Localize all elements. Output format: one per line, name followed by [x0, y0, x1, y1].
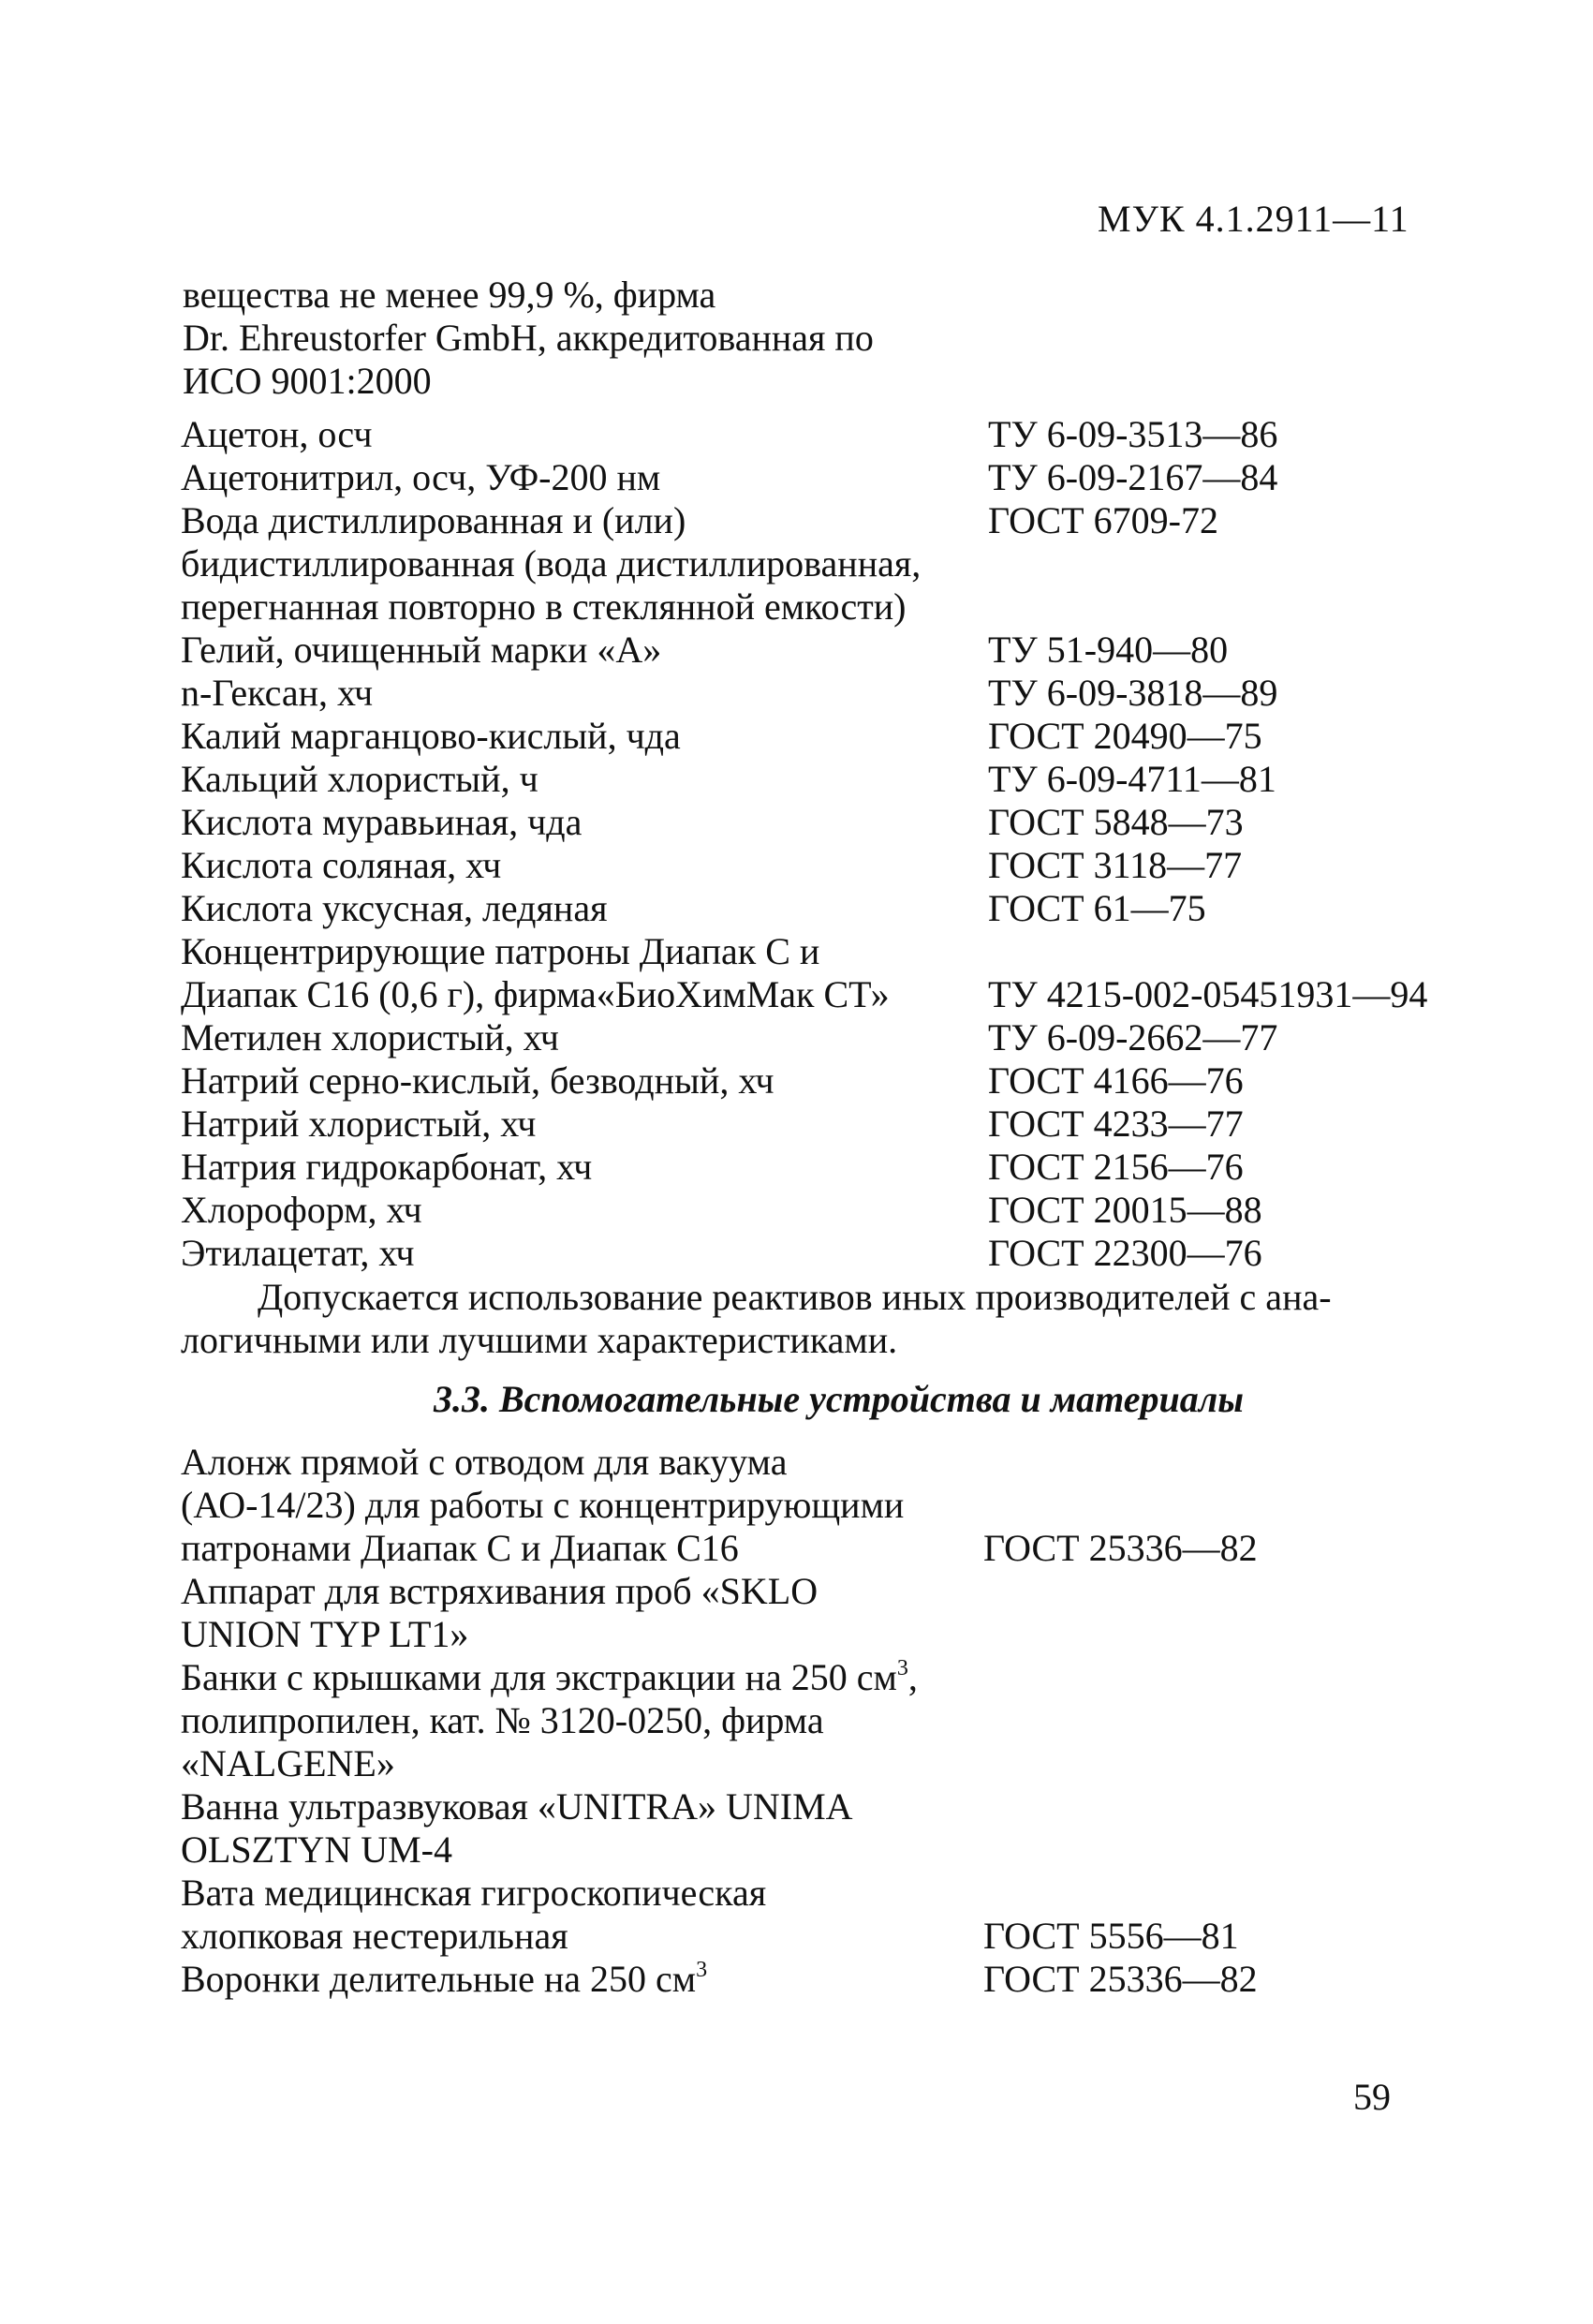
intro-line: ИСО 9001:2000: [183, 360, 432, 402]
item-standard: ТУ 6-09-3513—86: [988, 413, 1278, 455]
item-name: [181, 1612, 468, 1656]
material-row: [181, 1741, 1492, 1784]
reagent-row: [181, 1015, 1492, 1058]
item-name-text: Диапак С16 (0,6 г), фирма«БиоХимМак СТ»: [181, 973, 890, 1015]
item-name: [181, 1784, 853, 1828]
item-standard: ГОСТ 5848—73: [988, 801, 1244, 843]
item-name: [181, 1741, 395, 1785]
reagent-row: [181, 541, 1492, 585]
item-name-text: полипропилен, кат. № 3120-0250, фирма: [181, 1699, 824, 1741]
item-standard: ГОСТ 4233—77: [988, 1103, 1244, 1145]
reagent-row: [181, 757, 1492, 800]
material-row: [181, 1914, 1492, 1957]
item-name-text: Кислота муравьиная, чда: [181, 801, 583, 843]
reagent-row: [181, 1058, 1492, 1102]
item-standard: ГОСТ 2156—76: [988, 1146, 1244, 1188]
item-name-text: «NALGENE»: [181, 1742, 395, 1784]
material-row: [181, 1784, 1492, 1828]
reagent-row: [181, 929, 1492, 972]
item-name-text: Кальций хлористый, ч: [181, 758, 538, 800]
item-name: [181, 1231, 414, 1275]
item-standard: ГОСТ 20015—88: [988, 1189, 1262, 1231]
item-standard: ГОСТ 25336—82: [983, 1958, 1258, 2000]
item-name-text: Метилен хлористый, хч: [181, 1016, 559, 1058]
item-name: [181, 1483, 904, 1527]
reagent-row: [181, 714, 1492, 757]
superscript: 3: [896, 1656, 908, 1680]
document-code: МУК 4.1.2911—11: [1098, 198, 1409, 240]
item-name-text: Воронки делительные на 250 см: [181, 1958, 697, 2000]
item-name: [181, 1058, 774, 1103]
material-row: [181, 1828, 1492, 1871]
material-row: [181, 1655, 1492, 1698]
item-standard: ГОСТ 3118—77: [988, 844, 1243, 886]
item-name: [181, 1655, 918, 1699]
item-name: [181, 1188, 422, 1232]
item-name: [181, 585, 906, 629]
note-line: Допускается использование реактивов иных производителей с ана-: [258, 1276, 1332, 1318]
item-standard: ТУ 4215-002-05451931—94: [988, 973, 1428, 1015]
material-row: [181, 1957, 1492, 2000]
item-name: [181, 1569, 818, 1613]
reagent-row: [181, 843, 1492, 886]
item-name: [181, 541, 921, 585]
item-name: [181, 455, 660, 499]
item-name-text: Алонж прямой с отводом для вакуума: [181, 1441, 788, 1483]
item-name: [181, 1015, 559, 1059]
material-row: [181, 1871, 1492, 1914]
item-name-text: n-Гексан, хч: [181, 672, 374, 714]
intro-line: вещества не менее 99,9 %, фирма: [183, 274, 716, 316]
item-name-text: Вата медицинская гигроскопическая: [181, 1872, 767, 1914]
item-name: [181, 628, 661, 672]
material-row: [181, 1483, 1492, 1526]
material-row: [181, 1612, 1492, 1655]
item-name: [181, 498, 686, 542]
item-name: [181, 1145, 592, 1189]
item-name: [181, 1440, 787, 1484]
reagent-row: [181, 972, 1492, 1015]
item-standard: ГОСТ 20490—75: [988, 715, 1262, 757]
material-row: [181, 1526, 1492, 1569]
item-name-text: Хлороформ, хч: [181, 1189, 422, 1231]
item-name-text: Вода дистиллированная и (или): [181, 499, 686, 541]
reagent-row: [181, 1145, 1492, 1188]
item-name: [181, 972, 890, 1016]
item-name-text: перегнанная повторно в стеклянной емкости): [181, 585, 907, 628]
item-name-text: (АО-14/23) для работы с концентрирующими: [181, 1484, 905, 1526]
item-name: [181, 714, 681, 758]
reagent-row: [181, 498, 1492, 541]
item-name-text: бидистиллированная (вода дистиллированная,: [181, 542, 922, 585]
item-name: [181, 671, 373, 715]
reagent-row: [181, 455, 1492, 498]
note-line: логичными или лучшими характеристиками.: [181, 1319, 898, 1361]
intro-line: Dr. Ehreustorfer GmbH, аккредитованная по: [183, 317, 874, 359]
item-name: [181, 1871, 766, 1915]
item-name-text: патронами Диапак С и Диапак С16: [181, 1527, 739, 1569]
reagent-row: [181, 1188, 1492, 1231]
reagent-row: [181, 1231, 1492, 1274]
material-row: [181, 1440, 1492, 1483]
reagent-row: [181, 800, 1492, 843]
page-number: 59: [1353, 2076, 1391, 2118]
item-name: [181, 800, 582, 844]
item-name-text: OLSZTYN UM-4: [181, 1828, 452, 1871]
item-name-text: Ацетон, осч: [181, 413, 373, 455]
item-name-text: Кислота уксусная, ледяная: [181, 887, 608, 929]
intro-text: [183, 274, 1025, 403]
item-name-text: Натрия гидрокарбонат, хч: [181, 1146, 593, 1188]
item-standard: ТУ 51-940—80: [988, 629, 1229, 671]
item-name: [181, 1102, 536, 1146]
item-standard: ТУ 6-09-4711—81: [988, 758, 1276, 800]
item-standard: ТУ 6-09-2662—77: [988, 1016, 1278, 1058]
item-name: [181, 1828, 452, 1872]
item-standard: ГОСТ 6709-72: [988, 499, 1218, 541]
item-standard: ГОСТ 22300—76: [988, 1232, 1262, 1274]
section-title: 3.3. Вспомогательные устройства и материалы: [433, 1378, 1245, 1420]
superscript: 3: [696, 1958, 708, 1982]
item-name: [181, 1957, 707, 2001]
item-name: [181, 886, 607, 930]
item-standard: ГОСТ 25336—82: [983, 1527, 1258, 1569]
item-name-text: Ацетонитрил, осч, УФ-200 нм: [181, 456, 661, 498]
item-name: [181, 1914, 568, 1958]
material-row: [181, 1569, 1492, 1612]
item-name-text: Натрий хлористый, хч: [181, 1103, 537, 1145]
item-name-text: Аппарат для встряхивания проб «SKLO: [181, 1570, 819, 1612]
reagent-row: [181, 671, 1492, 714]
item-name-text: UNION TYP LT1»: [181, 1613, 469, 1655]
item-name-text: хлопковая нестерильная: [181, 1915, 568, 1957]
item-standard: ГОСТ 4166—76: [988, 1059, 1244, 1102]
item-name-text: Этилацетат, хч: [181, 1232, 415, 1274]
item-name-suffix: ,: [907, 1656, 918, 1698]
item-name: [181, 843, 501, 887]
item-name: [181, 412, 372, 456]
reagent-row: [181, 412, 1492, 455]
materials-list: [181, 1440, 1492, 2000]
item-name: [181, 929, 819, 973]
item-name-text: Ванна ультразвуковая «UNITRA» UNIMA: [181, 1785, 853, 1828]
item-standard: ГОСТ 5556—81: [983, 1915, 1239, 1957]
item-name-text: Калий марганцово-кислый, чда: [181, 715, 681, 757]
material-row: [181, 1698, 1492, 1741]
item-name-text: Кислота соляная, хч: [181, 844, 502, 886]
reagent-row: [181, 1102, 1492, 1145]
item-name: [181, 1526, 739, 1570]
item-name-text: Натрий серно-кислый, безводный, хч: [181, 1059, 774, 1102]
substitution-note: [181, 1276, 1408, 1362]
item-name: [181, 757, 538, 801]
item-name-text: Гелий, очищенный марки «А»: [181, 629, 662, 671]
item-name-text: Концентрирующие патроны Диапак С и: [181, 930, 820, 972]
reagent-row: [181, 886, 1492, 929]
item-standard: ТУ 6-09-2167—84: [988, 456, 1278, 498]
item-name: [181, 1698, 824, 1742]
reagent-row: [181, 585, 1492, 628]
item-standard: ГОСТ 61—75: [988, 887, 1206, 929]
item-standard: ТУ 6-09-3818—89: [988, 672, 1278, 714]
reagent-row: [181, 628, 1492, 671]
item-name-text: Банки с крышками для экстракции на 250 см: [181, 1656, 897, 1698]
reagents-list: [181, 412, 1492, 1274]
